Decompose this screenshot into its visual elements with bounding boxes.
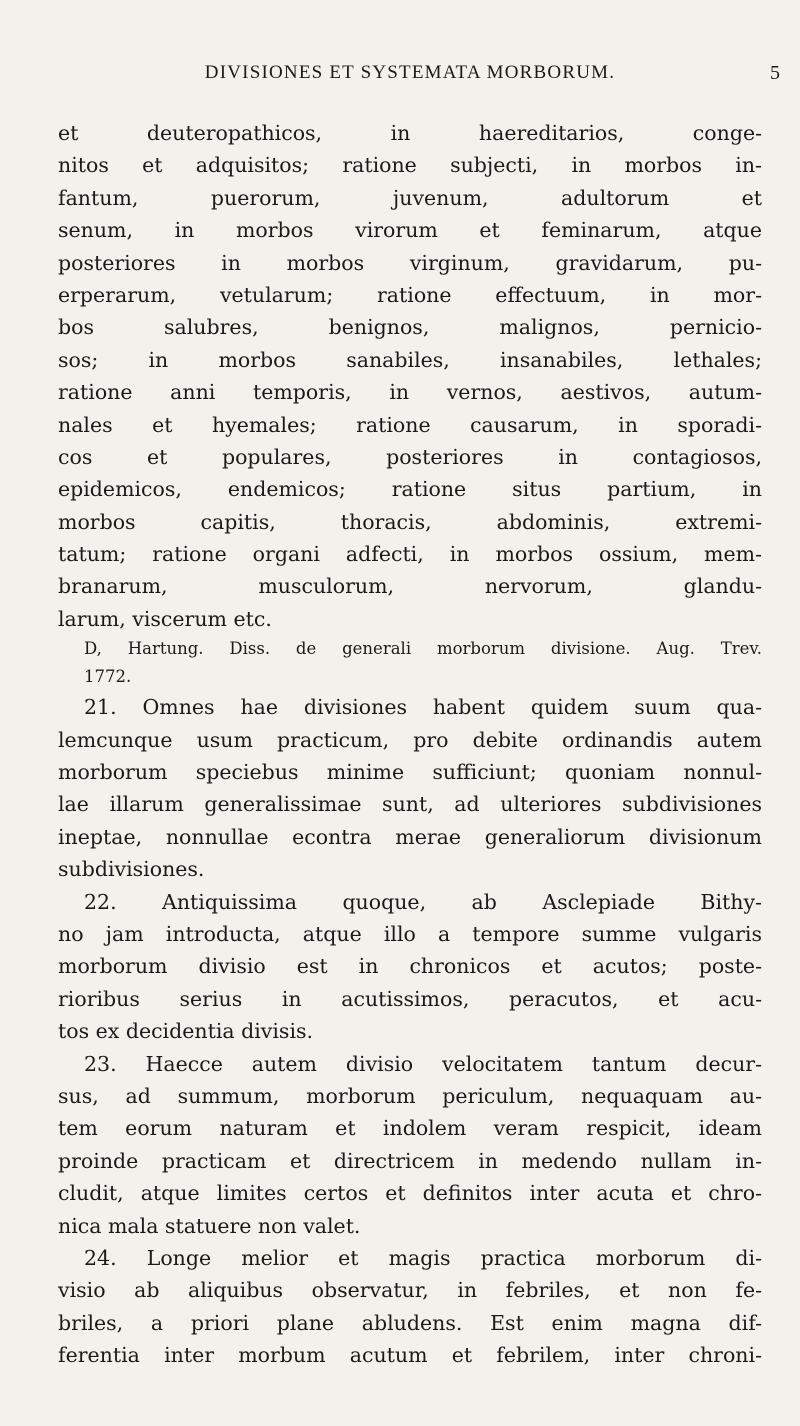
text-line: ferentia inter morbum acutum et febrilem, inter chroni- xyxy=(58,1343,762,1368)
text-line: 23. Haecce autem divisio velocitatem tantum decur- xyxy=(84,1051,762,1076)
text-line: rioribus serius in acutissimos, peracutos, et acu- xyxy=(58,986,762,1011)
text-line: ratione anni temporis, in vernos, aestivos, autum- xyxy=(58,380,762,405)
text-line: lemcunque usum practicum, pro debite ordinandis autem xyxy=(58,727,762,752)
running-head: DIVISIONES ET SYSTEMATA MORBORUM. xyxy=(204,62,616,83)
text-line: briles, a priori plane abludens. Est enim magna dif- xyxy=(58,1310,762,1335)
text-line: visio ab aliquibus observatur, in febriles, et non fe- xyxy=(58,1278,762,1303)
page-header xyxy=(40,58,780,88)
text-line: cos et populares, posteriores in contagiosos, xyxy=(58,444,762,469)
text-line: tem eorum naturam et indolem veram respicit, ideam xyxy=(58,1116,762,1141)
text-line: branarum, musculorum, nervorum, glandu- xyxy=(58,574,762,599)
footnote-line: 1772. xyxy=(84,667,132,687)
text-line: sus, ad summum, morborum periculum, nequaquam au- xyxy=(58,1083,762,1108)
text-line: posteriores in morbos virginum, gravidarum, pu- xyxy=(58,250,762,275)
text-line: morbos capitis, thoracis, abdominis, extremi- xyxy=(58,509,762,534)
text-line: tos ex decidentia divisis. xyxy=(58,1019,314,1044)
text-line: 21. Omnes hae divisiones habent quidem suum qua- xyxy=(84,695,762,720)
text-line: sos; in morbos sanabiles, insanabiles, lethales; xyxy=(58,347,762,372)
text-line: senum, in morbos virorum et feminarum, atque xyxy=(58,218,762,243)
text-line: et deuteropathicos, in haereditarios, conge- xyxy=(58,121,762,145)
text-line: subdivisiones. xyxy=(58,857,205,882)
text-line: 22. Antiquissima quoque, ab Asclepiade Bithy- xyxy=(84,889,762,914)
text-line: nales et hyemales; ratione causarum, in sporadi- xyxy=(58,412,762,437)
text-line: morborum speciebus minime sufficiunt; quoniam nonnul- xyxy=(58,760,762,785)
text-line: no jam introducta, atque illo a tempore summe vulgaris xyxy=(58,921,762,946)
text-line: bos salubres, benignos, malignos, pernicio- xyxy=(58,315,762,340)
text-line: cludit, atque limites certos et definitos inter acuta et chro- xyxy=(58,1181,762,1206)
text-line: proinde practicam et directricem in medendo nullam in- xyxy=(58,1148,762,1173)
text-line: nitos et adquisitos; ratione subjecti, in morbos in- xyxy=(58,153,762,178)
text-line: tatum; ratione organi adfecti, in morbos ossium, mem- xyxy=(58,542,762,567)
text-line: erperarum, vetularum; ratione effectuum, in mor- xyxy=(58,282,762,307)
text-line: morborum divisio est in chronicos et acutos; poste- xyxy=(58,954,762,979)
footnote-line: D, Hartung. Diss. de generali morborum divisione. Aug. Trev. xyxy=(84,639,762,659)
text-line: fantum, puerorum, juvenum, adultorum et xyxy=(58,185,762,210)
text-line: larum, viscerum etc. xyxy=(58,606,272,631)
text-line: lae illarum generalissimae sunt, ad ulteriores subdivisiones xyxy=(58,792,762,817)
text-body xyxy=(58,117,762,1371)
page-number: 5 xyxy=(770,62,780,84)
text-line: 24. Longe melior et magis practica morborum di- xyxy=(84,1245,762,1270)
text-line: epidemicos, endemicos; ratione situs partium, in xyxy=(58,477,762,502)
text-line: ineptae, nonnullae econtra merae generaliorum divisionum xyxy=(58,824,762,849)
text-line: nica mala statuere non valet. xyxy=(58,1213,361,1238)
